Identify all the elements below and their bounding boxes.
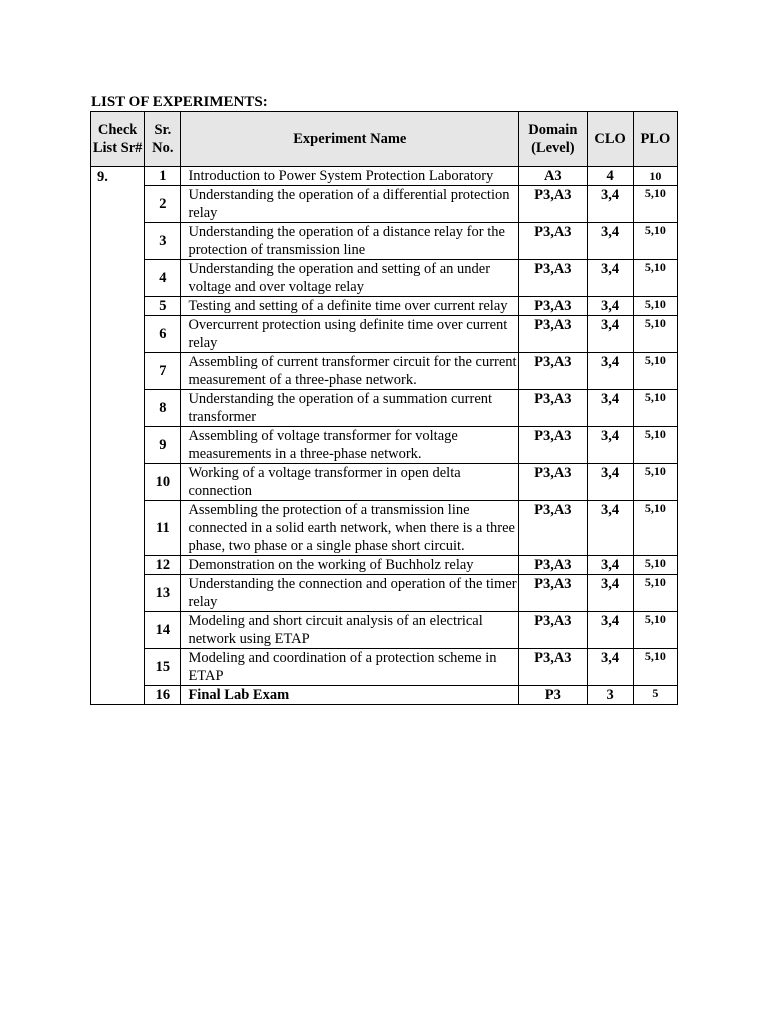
table-row [91,297,678,316]
sr-no-cell: 10 [145,464,181,501]
table-row [91,186,678,223]
header-check-list: Check List Sr# [91,112,145,167]
table-row [91,167,678,186]
experiment-name-cell: Understanding the operation of a summation current transformer [181,390,519,427]
plo-cell: 5,10 [633,427,677,464]
sr-no-cell: 15 [145,649,181,686]
domain-cell: P3,A3 [519,556,587,575]
domain-cell: A3 [519,167,587,186]
experiment-name-cell: Introduction to Power System Protection Laboratory [181,167,519,186]
header-sr-no: Sr. No. [145,112,181,167]
table-row [91,575,678,612]
experiment-name-cell: Final Lab Exam [181,686,519,705]
clo-cell: 3,4 [587,297,633,316]
header-domain: Domain (Level) [519,112,587,167]
table-row [91,223,678,260]
clo-cell: 3,4 [587,390,633,427]
table-row [91,501,678,556]
domain-cell: P3,A3 [519,501,587,556]
table-row [91,686,678,705]
table-header-row [91,112,678,167]
experiment-name-cell: Assembling of voltage transformer for voltage measurements in a three-phase network. [181,427,519,464]
domain-cell: P3 [519,686,587,705]
sr-no-cell: 11 [145,501,181,556]
domain-cell: P3,A3 [519,316,587,353]
domain-cell: P3,A3 [519,390,587,427]
domain-cell: P3,A3 [519,649,587,686]
plo-cell: 5,10 [633,575,677,612]
sr-no-cell: 7 [145,353,181,390]
experiment-name-cell: Modeling and coordination of a protection scheme in ETAP [181,649,519,686]
sr-no-cell: 4 [145,260,181,297]
clo-cell: 3,4 [587,612,633,649]
clo-cell: 3,4 [587,316,633,353]
document-title: LIST OF EXPERIMENTS: [91,94,268,110]
plo-cell: 10 [633,167,677,186]
domain-cell: P3,A3 [519,427,587,464]
experiment-name-cell: Overcurrent protection using definite time over current relay [181,316,519,353]
sr-no-cell: 13 [145,575,181,612]
table-row [91,612,678,649]
table-row [91,464,678,501]
plo-cell: 5,10 [633,223,677,260]
plo-cell: 5,10 [633,260,677,297]
clo-cell: 3,4 [587,649,633,686]
header-clo: CLO [587,112,633,167]
plo-cell: 5,10 [633,390,677,427]
plo-cell: 5,10 [633,612,677,649]
plo-cell: 5,10 [633,353,677,390]
experiment-name-cell: Testing and setting of a definite time over current relay [181,297,519,316]
sr-no-cell: 8 [145,390,181,427]
plo-cell: 5 [633,686,677,705]
sr-no-cell: 9 [145,427,181,464]
experiment-name-cell: Understanding the connection and operation of the timer relay [181,575,519,612]
table-row [91,390,678,427]
table-row [91,427,678,464]
experiment-name-cell: Understanding the operation of a distance relay for the protection of transmission line [181,223,519,260]
table-row [91,316,678,353]
header-plo: PLO [633,112,677,167]
sr-no-cell: 6 [145,316,181,353]
domain-cell: P3,A3 [519,575,587,612]
clo-cell: 3,4 [587,501,633,556]
domain-cell: P3,A3 [519,260,587,297]
domain-cell: P3,A3 [519,464,587,501]
experiment-name-cell: Modeling and short circuit analysis of an electrical network using ETAP [181,612,519,649]
clo-cell: 3,4 [587,575,633,612]
table-body [91,167,678,705]
experiment-name-cell: Demonstration on the working of Buchholz relay [181,556,519,575]
check-list-cell: 9. [91,167,145,705]
sr-no-cell: 14 [145,612,181,649]
domain-cell: P3,A3 [519,612,587,649]
clo-cell: 3,4 [587,186,633,223]
domain-cell: P3,A3 [519,186,587,223]
sr-no-cell: 3 [145,223,181,260]
header-experiment-name: Experiment Name [181,112,519,167]
sr-no-cell: 5 [145,297,181,316]
table-row [91,260,678,297]
domain-cell: P3,A3 [519,223,587,260]
experiment-name-cell: Assembling of current transformer circuit for the current measurement of a three-phase network. [181,353,519,390]
plo-cell: 5,10 [633,649,677,686]
experiments-table [90,111,678,705]
experiment-name-cell: Understanding the operation and setting of an under voltage and over voltage relay [181,260,519,297]
plo-cell: 5,10 [633,501,677,556]
experiment-name-cell: Understanding the operation of a differential protection relay [181,186,519,223]
plo-cell: 5,10 [633,186,677,223]
clo-cell: 3 [587,686,633,705]
sr-no-cell: 16 [145,686,181,705]
sr-no-cell: 2 [145,186,181,223]
clo-cell: 4 [587,167,633,186]
plo-cell: 5,10 [633,316,677,353]
clo-cell: 3,4 [587,556,633,575]
clo-cell: 3,4 [587,427,633,464]
experiment-name-cell: Assembling the protection of a transmission line connected in a solid earth network, when there is a three phase, two phase or a single phase short circuit. [181,501,519,556]
table-row [91,556,678,575]
domain-cell: P3,A3 [519,353,587,390]
plo-cell: 5,10 [633,556,677,575]
clo-cell: 3,4 [587,260,633,297]
clo-cell: 3,4 [587,223,633,260]
plo-cell: 5,10 [633,297,677,316]
sr-no-cell: 1 [145,167,181,186]
sr-no-cell: 12 [145,556,181,575]
table-row [91,353,678,390]
domain-cell: P3,A3 [519,297,587,316]
table-row [91,649,678,686]
experiment-name-cell: Working of a voltage transformer in open delta connection [181,464,519,501]
plo-cell: 5,10 [633,464,677,501]
clo-cell: 3,4 [587,353,633,390]
clo-cell: 3,4 [587,464,633,501]
